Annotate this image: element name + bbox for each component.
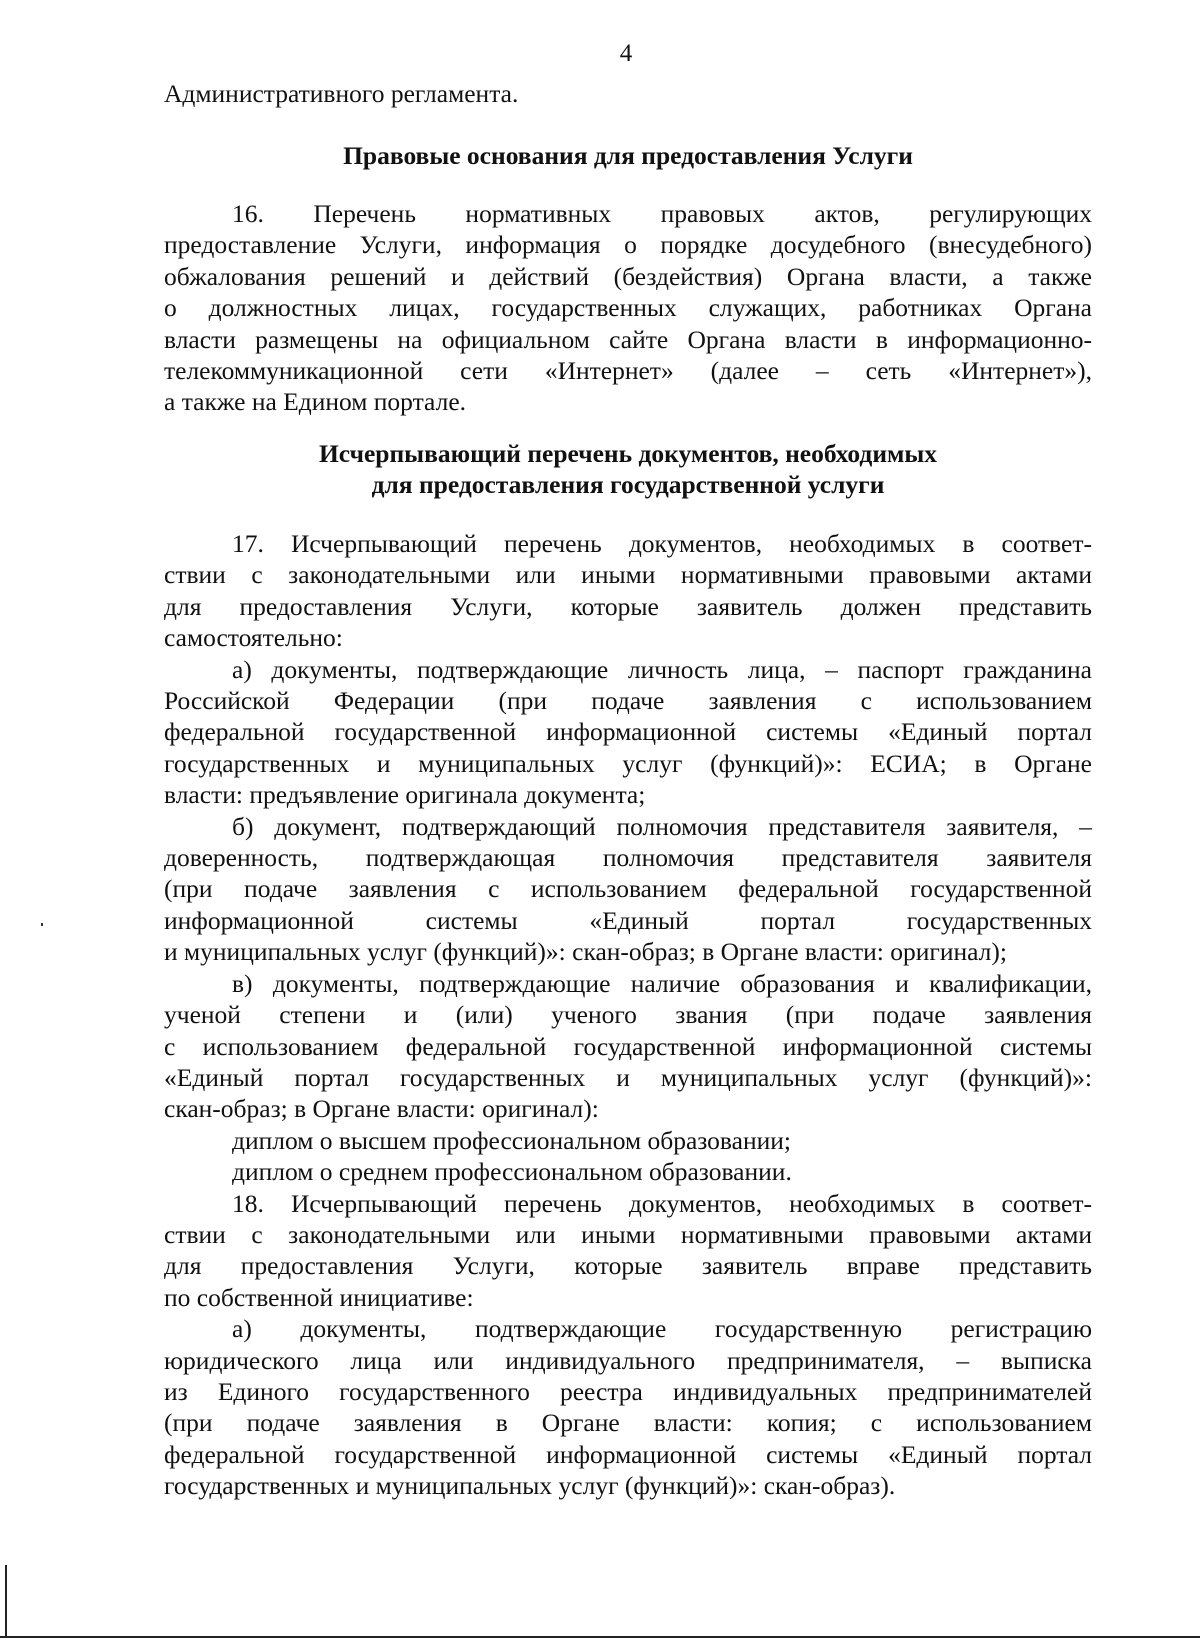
text-line: государственных и муниципальных услуг (функций)»: ЕСИА; в Органе bbox=[164, 748, 1092, 778]
text-line: б) документ, подтверждающий полномочия представителя заявителя, – bbox=[232, 811, 1092, 841]
text-line: а) документы, подтверждающие личность лица, – паспорт гражданина bbox=[232, 654, 1092, 684]
text-line: Российской Федерации (при подаче заявления с использованием bbox=[164, 686, 1092, 716]
text-line: о должностных лицах, государственных служащих, работниках Органа bbox=[164, 293, 1092, 323]
text-line: диплом о среднем профессиональном образовании. bbox=[232, 1157, 792, 1187]
text-line: из Единого государственного реестра индивидуальных предпринимателей bbox=[164, 1376, 1092, 1406]
text-line: самостоятельно: bbox=[164, 623, 343, 653]
text-line: а) документы, подтверждающие государственную регистрацию bbox=[232, 1314, 1092, 1344]
heading-line: для предоставления государственной услуги bbox=[371, 470, 885, 500]
text-line: с использованием федеральной государственной информационной системы bbox=[164, 1031, 1092, 1061]
text-line: ствии с законодательными или иными нормативными правовыми актами bbox=[164, 1219, 1092, 1249]
scan-edge-horizontal bbox=[0, 1636, 1200, 1638]
text-line: по собственной инициативе: bbox=[164, 1282, 474, 1312]
text-line: диплом о высшем профессиональном образовании; bbox=[232, 1125, 791, 1155]
section-heading-documents-list bbox=[164, 438, 1092, 501]
heading-line: Правовые основания для предоставления Услуги bbox=[343, 141, 913, 170]
text-line: государственных и муниципальных услуг (функций)»: скан-образ). bbox=[164, 1471, 896, 1501]
text-line: (при подаче заявления в Органе власти: копия; с использованием bbox=[164, 1408, 1092, 1438]
text-line: телекоммуникационной сети «Интернет» (далее – сеть «Интернет»), bbox=[164, 356, 1092, 386]
text-line: федеральной государственной информационной системы «Единый портал bbox=[164, 717, 1092, 747]
paragraph-16 bbox=[164, 198, 1092, 418]
text-line: власти размещены на официальном сайте Органа власти в информационно- bbox=[164, 324, 1092, 354]
text-line: (при подаче заявления с использованием федеральной государственной bbox=[164, 874, 1092, 904]
text-line: власти: предъявление оригинала документа; bbox=[164, 780, 646, 810]
page-number: 4 bbox=[619, 40, 633, 67]
heading-line: Исчерпывающий перечень документов, необходимых bbox=[318, 439, 938, 468]
section-heading-legal-basis bbox=[164, 140, 1092, 171]
intro-paragraph bbox=[164, 78, 1092, 109]
text-line: 18. Исчерпывающий перечень документов, необходимых в соответ- bbox=[232, 1188, 1092, 1218]
text-line: 16. Перечень нормативных правовых актов, регулирующих bbox=[232, 199, 1092, 228]
text-line: Административного регламента. bbox=[164, 79, 519, 108]
text-line: «Единый портал государственных и муниципальных услуг (функций)»: bbox=[164, 1062, 1092, 1092]
text-line: юридического лица или индивидуального предпринимателя, – выписка bbox=[164, 1345, 1092, 1375]
text-line: в) документы, подтверждающие наличие образования и квалификации, bbox=[232, 968, 1092, 998]
text-line: доверенность, подтверждающая полномочия представителя заявителя bbox=[164, 843, 1092, 873]
text-line: федеральной государственной информационной системы «Единый портал bbox=[164, 1439, 1092, 1469]
text-line: для предоставления Услуги, которые заявитель должен представить bbox=[164, 591, 1092, 621]
text-line: 17. Исчерпывающий перечень документов, необходимых в соответ- bbox=[232, 529, 1092, 558]
text-line: ствии с законодательными или иными нормативными правовыми актами bbox=[164, 560, 1092, 590]
text-line: предоставление Услуги, информация о порядке досудебного (внесудебного) bbox=[164, 230, 1092, 260]
text-line: ученой степени и (или) ученого звания (при подаче заявления bbox=[164, 1000, 1092, 1030]
text-line: информационной системы «Единый портал государственных bbox=[164, 905, 1092, 935]
scan-speck bbox=[41, 923, 43, 926]
text-line: обжалования решений и действий (бездействия) Органа власти, а также bbox=[164, 261, 1092, 291]
scan-edge-vertical bbox=[5, 1565, 7, 1637]
text-line: скан-образ; в Органе власти: оригинал): bbox=[164, 1094, 599, 1124]
text-line: и муниципальных услуг (функций)»: скан-образ; в Органе власти: оригинал); bbox=[164, 937, 1007, 967]
paragraph-17 bbox=[164, 528, 1092, 1502]
text-line: а также на Едином портале. bbox=[164, 387, 467, 417]
text-line: для предоставления Услуги, которые заявитель вправе представить bbox=[164, 1251, 1092, 1281]
